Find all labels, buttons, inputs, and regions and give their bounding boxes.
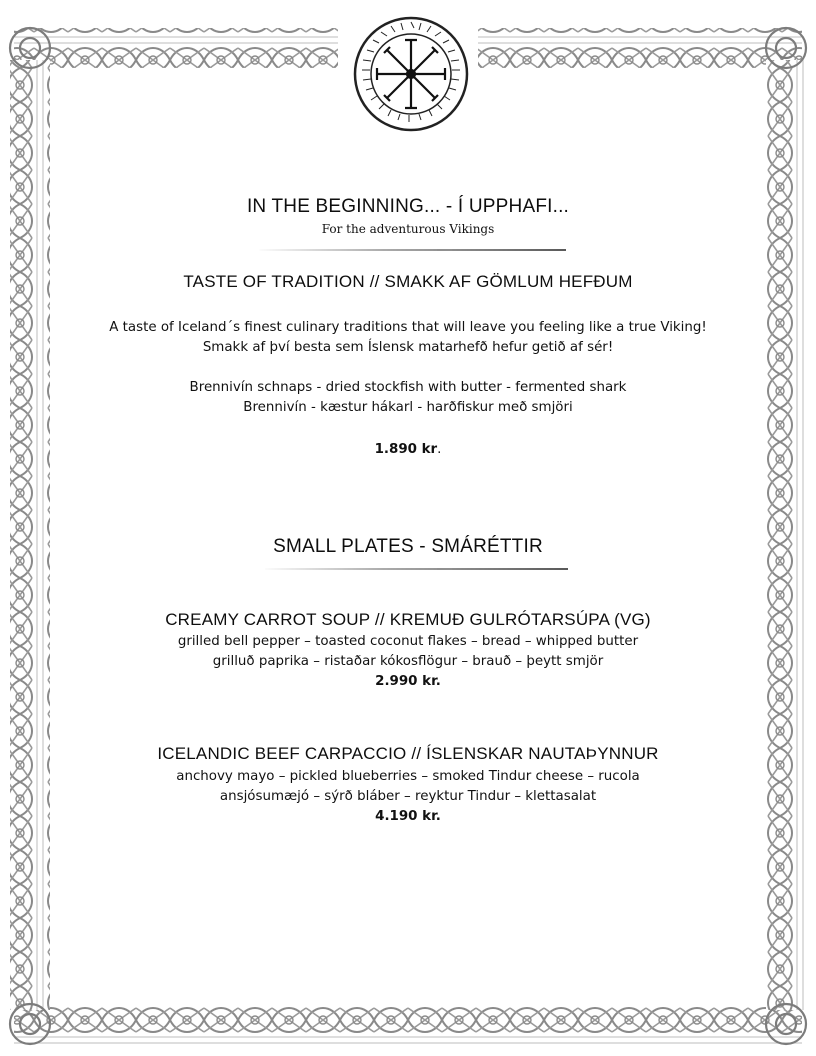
dish-description-is: Smakk af því besta sem Íslensk matarhefð hefur getið af sér! bbox=[202, 340, 614, 355]
dish-price: 1.890 kr. bbox=[374, 442, 442, 457]
dish-price: 2.990 kr. bbox=[375, 674, 441, 689]
section-underline bbox=[250, 236, 566, 238]
dish-description-is: ansjósumæjó – sýrð bláber – reyktur Tindur – klettasalat bbox=[219, 789, 597, 804]
dish-ingredients-en: Brennivín schnaps - dried stockfish with butter - fermented shark bbox=[189, 380, 627, 395]
dish-price: 4.190 kr. bbox=[375, 809, 441, 824]
dish-title: TASTE OF TRADITION // SMAKK AF GÖMLUM HEFÐUM bbox=[183, 272, 633, 291]
section-title: IN THE BEGINNING... - Í UPPHAFI... bbox=[246, 196, 570, 217]
dish-title: CREAMY CARROT SOUP // KREMUÐ GULRÓTARSÚPA (VG) bbox=[165, 610, 651, 629]
section-underline bbox=[260, 555, 568, 557]
dish-description-en: anchovy mayo – pickled blueberries – smoked Tindur cheese – rucola bbox=[176, 769, 640, 784]
dish-description-is: grilluð paprika – ristaðar kókosflögur – brauð – þeytt smjör bbox=[212, 654, 604, 669]
vegvisir-rune-icon bbox=[351, 14, 471, 134]
dish-title: ICELANDIC BEEF CARPACCIO // ÍSLENSKAR NAUTAÞYNNUR bbox=[157, 744, 659, 763]
section-title: SMALL PLATES - SMÁRÉTTIR bbox=[273, 536, 543, 557]
dish-ingredients-is: Brennivín - kæstur hákarl - harðfiskur með smjöri bbox=[243, 400, 573, 415]
dish-description-en: grilled bell pepper – toasted coconut flakes – bread – whipped butter bbox=[177, 634, 639, 649]
dish-description-en: A taste of Iceland´s finest culinary traditions that will leave you feeling like a true Viking! bbox=[109, 320, 707, 335]
section-subtitle: For the adventurous Vikings bbox=[321, 222, 495, 236]
